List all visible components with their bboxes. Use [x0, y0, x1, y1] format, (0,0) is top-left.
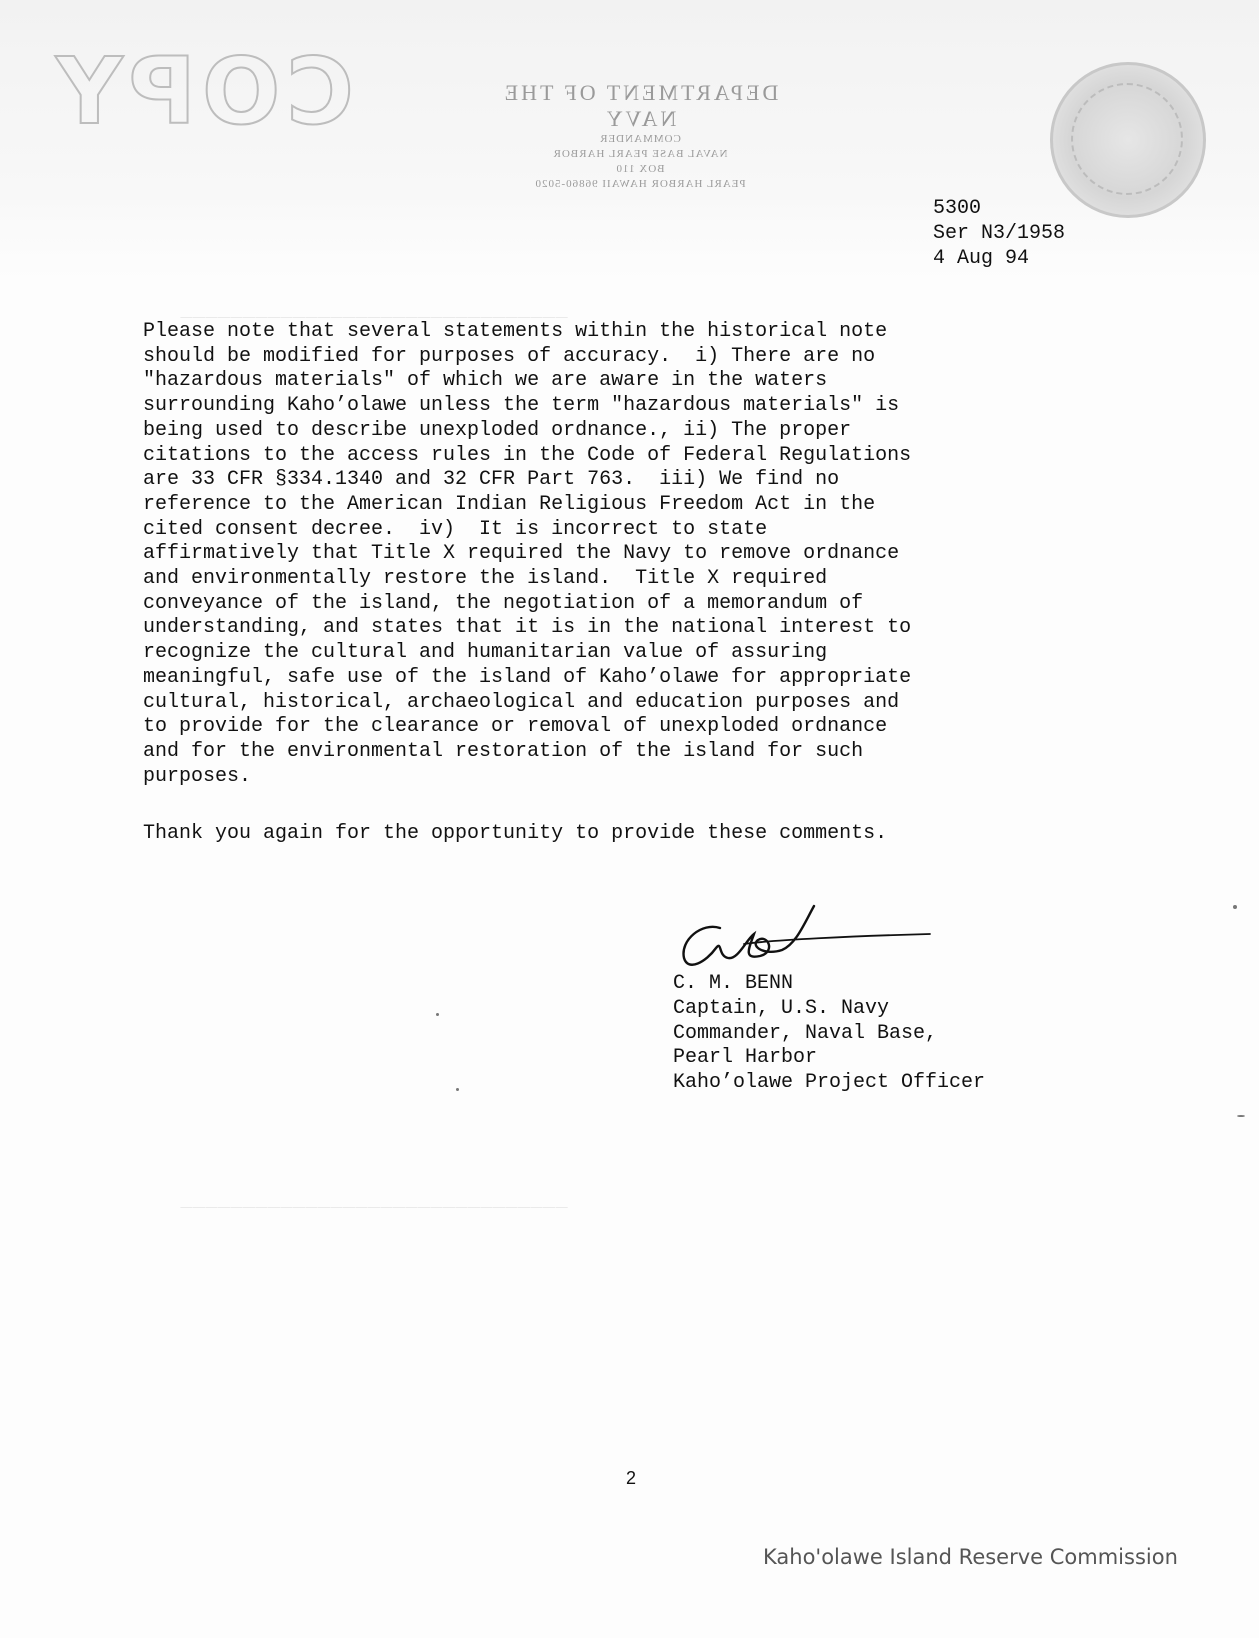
scan-speck: [436, 1013, 439, 1016]
bleed-through-decoration: _______________________________: [180, 1190, 568, 1213]
closing-line: Thank you again for the opportunity to provide these comments.: [143, 822, 888, 845]
signer-rank: Captain, U.S. Navy: [673, 996, 890, 1020]
copy-stamp: COPY: [50, 38, 354, 145]
letterhead-line: NAVAL BASE PEARL HARBOR: [552, 148, 728, 160]
letterhead-area: [0, 0, 1259, 280]
department-letterhead: [470, 80, 810, 192]
signer-role: Kaho’olawe Project Officer: [673, 1071, 986, 1095]
letter-date: 4 Aug 94: [933, 247, 1030, 270]
department-title: DEPARTMENT OF THE NAVY: [501, 80, 779, 131]
body-paragraph: Please note that several statements within the historical note should be modified for purposes of accuracy. i) There are no "hazardous materials" of which we are aware in the waters surrounding Kaho’olawe unless the term "hazardous materials" is being used to describe unexploded ordnance., ii) The proper citations to the access rules in the Code of Federal Regulations are 33 CFR §334.1340 and 32 CFR Part 763. iii) We find no reference to the American Indian Religious Freedom Act in the cited consent decree. iv) It is incorrect to state affirmatively that Title X required the Navy to remove ordnance and environmentally restore the island. Title X required conveyance of the island, the negotiation of a memorandum of understanding, and states that it is in the national interest to recognize the cultural and humanitarian value of assuring meaningful, safe use of the island of Kaho’olawe for appropriate cultural, historical, archaeological and education purposes and to provide for the clearance or removal of unexploded ordnance and for the environmental restoration of the island for such purposes.: [143, 320, 912, 788]
signer-title: Commander, Naval Base,: [673, 1021, 938, 1045]
navy-seal-icon: [1050, 62, 1206, 218]
reference-block: [933, 196, 1065, 271]
footer-credit: Kaho'olawe Island Reserve Commission: [763, 1545, 1178, 1569]
signature-icon: [672, 900, 932, 975]
file-code: 5300: [933, 197, 982, 220]
signer-location: Pearl Harbor: [673, 1046, 818, 1070]
letterhead-line: PEARL HARBOR HAWAII 96860-5020: [534, 178, 746, 190]
scan-speck: [456, 1088, 459, 1091]
scan-speck: [1237, 1115, 1245, 1117]
page-number: 2: [626, 1468, 637, 1488]
letterhead-line: COMMANDER: [599, 133, 681, 145]
serial-number: Ser N3/1958: [933, 222, 1066, 245]
signature-block: [673, 972, 985, 1096]
bleed-through-decoration: _______________________________: [180, 300, 568, 323]
scan-speck: [1233, 905, 1237, 909]
letterhead-line: BOX 110: [615, 163, 665, 175]
signer-name: C. M. BENN: [673, 972, 794, 995]
